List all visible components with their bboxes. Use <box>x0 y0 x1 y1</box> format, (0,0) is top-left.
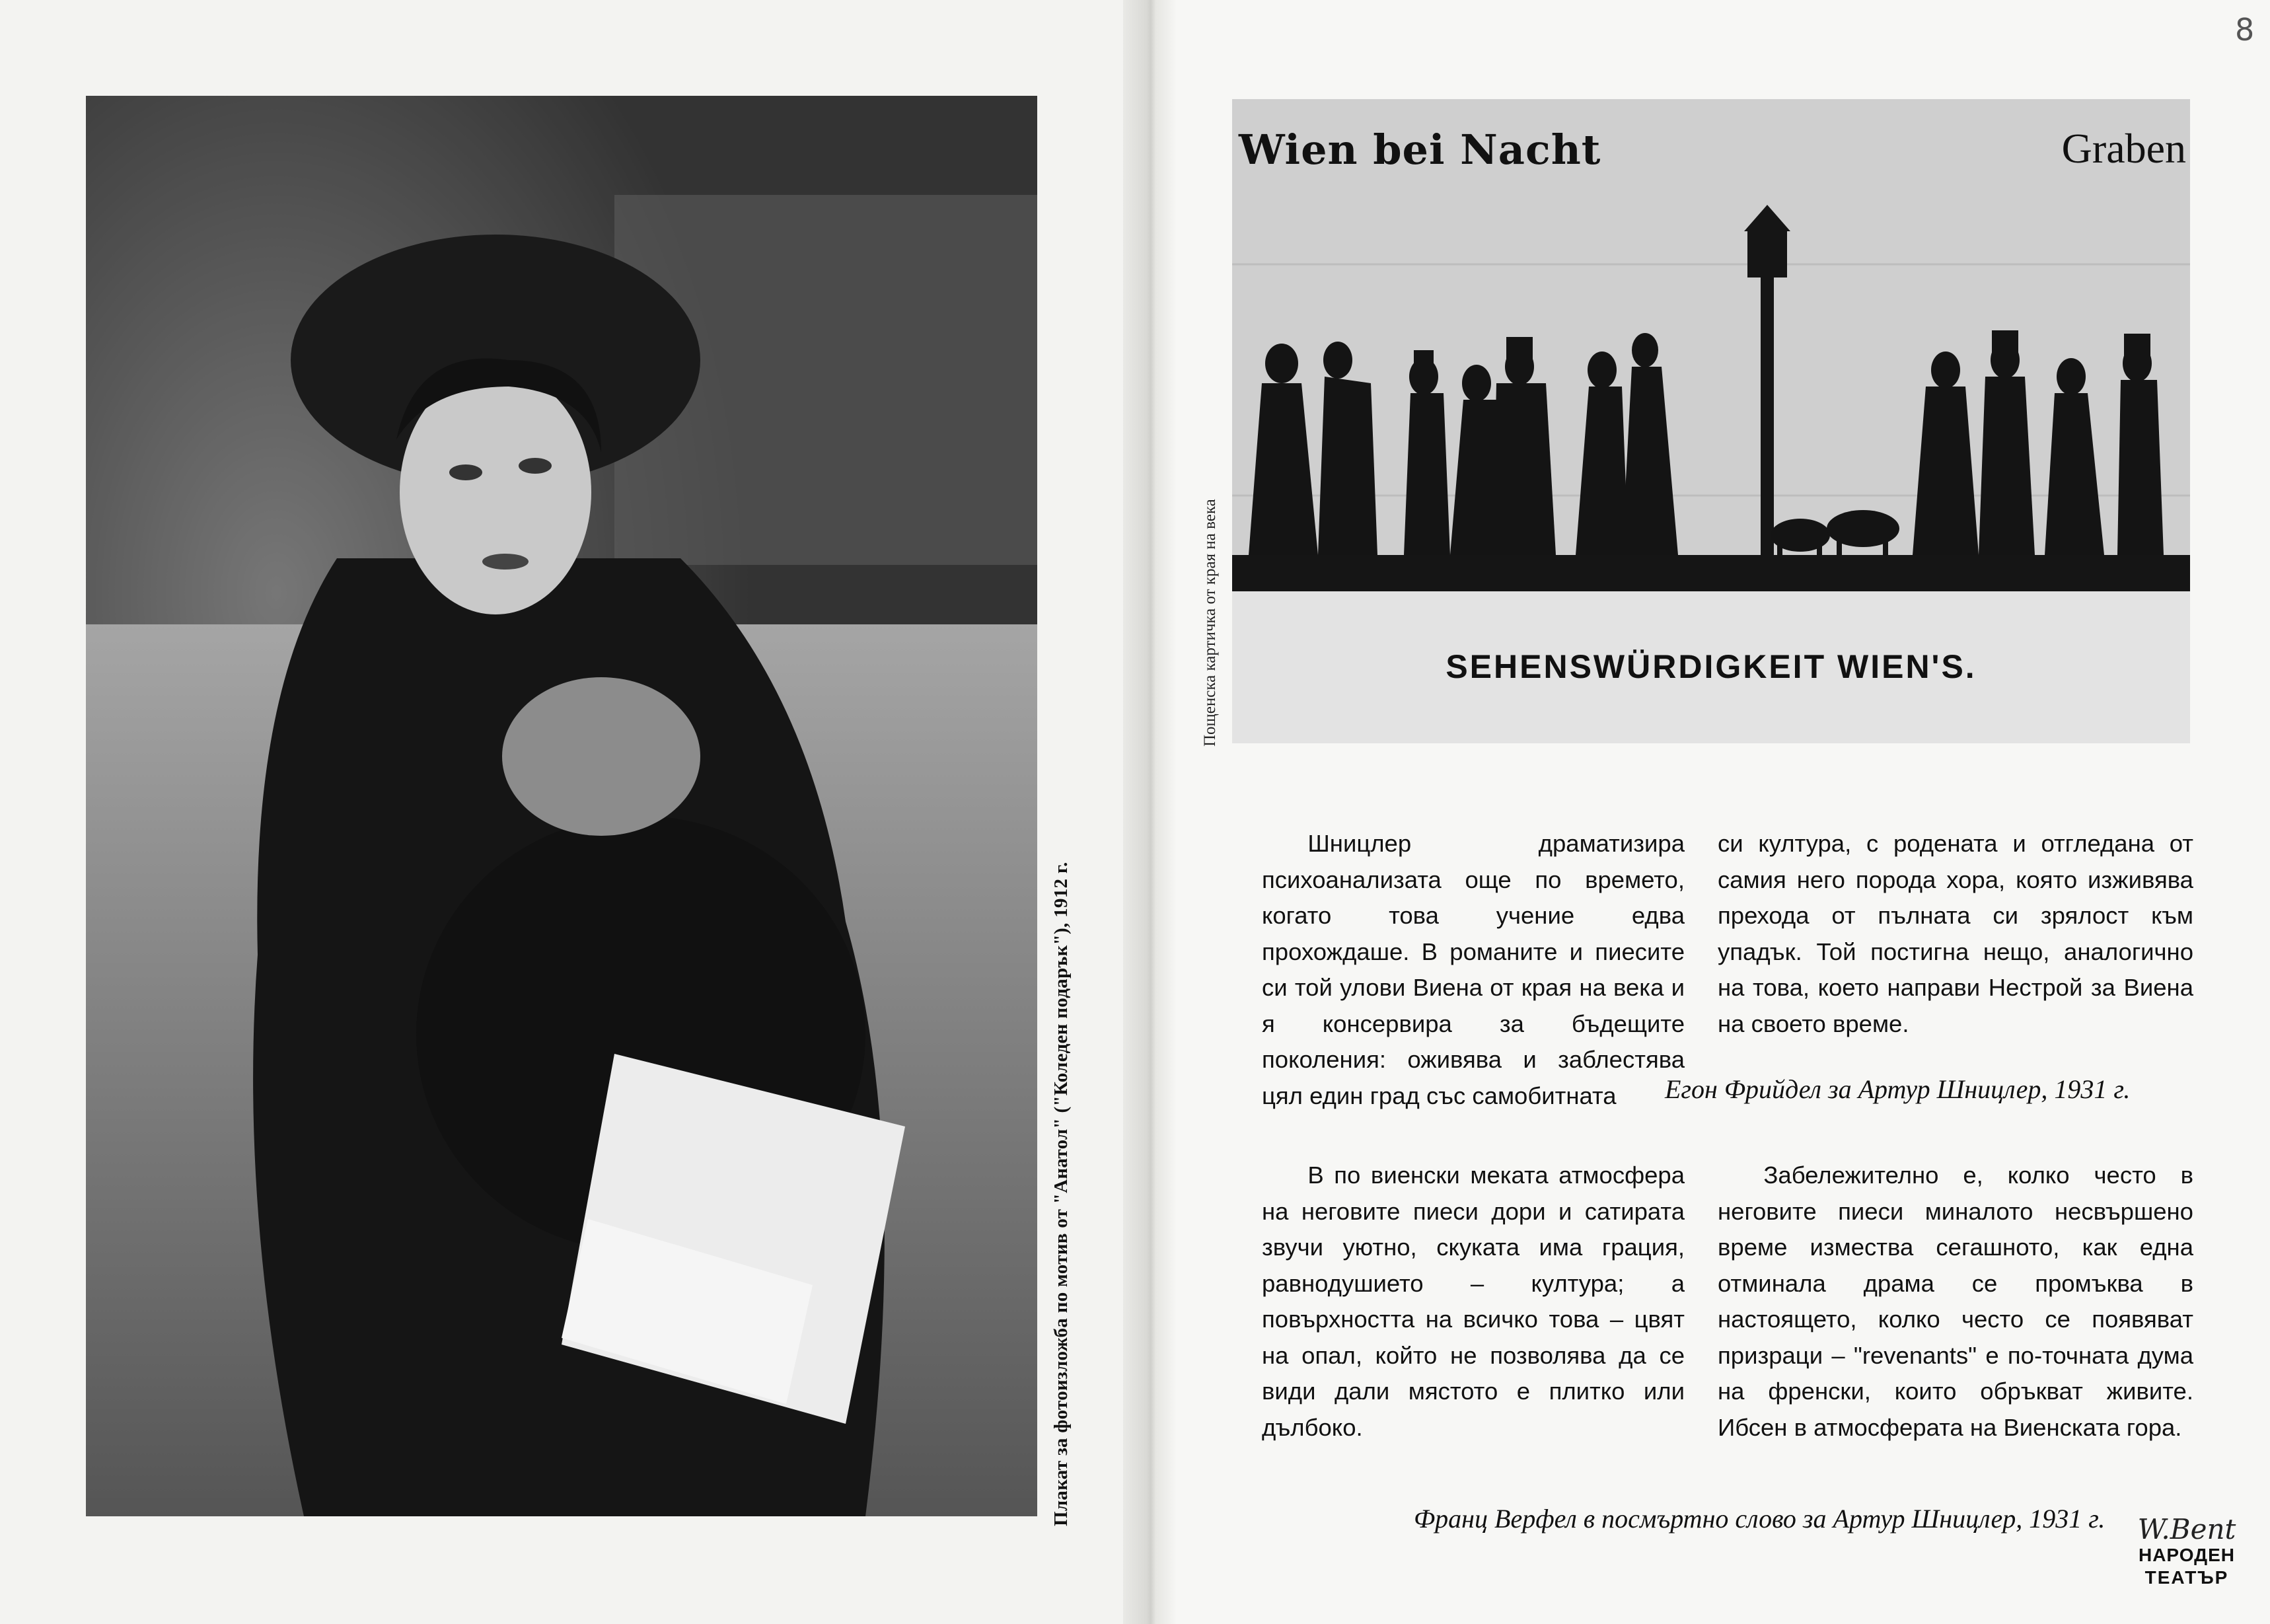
quote1-attribution: Егон Фрийдел за Артур Шницлер, 1931 г. <box>1665 1074 2131 1104</box>
book-gutter <box>1123 0 1176 1624</box>
vienna-night-postcard <box>1232 99 2190 743</box>
quote2-col1-text: В по виенски меката атмосфера на неговите пиеси дори и сатирата звучи уютно, скуката има грация, равнодушието – култура; а повърхността на всичко това – цвят на опал, който не позволява да се види дали мястото е плитко или дълбоко. <box>1262 1162 1685 1441</box>
logo-line2: ТЕАТЪР <box>2144 1567 2229 1588</box>
quote2-attribution: Франц Верфел в посмъртно слово за Артур Шницлер, 1931 г. <box>1414 1504 2105 1533</box>
logo-signature: W.Bent <box>2137 1513 2236 1545</box>
postcard-title: Wien bei Nacht <box>1239 126 1601 174</box>
postcard-bottom-text: SEHENSWÜRDIGKEIT WIEN'S. <box>1446 648 1977 685</box>
page-number: 8 <box>2235 12 2255 48</box>
quote2-col2-text: Забележително е, колко често в неговите пиеси миналото несвършено време измества сегашното, как една отминала драма се промъква в настоящето, колко често се появяват призраци – "revenants" е по-точната дума на френски, които обръкват живите. Ибсен в атмосферата на Виенската гора. <box>1718 1162 2193 1441</box>
postcard-street: Graben <box>2061 125 2186 172</box>
quote2-col2 <box>1718 1158 2193 1446</box>
quote1-col1-text: Шницлер драматизира психоанализата още по времето, когато това учение едва прохождаше. В романите и пиесите си той улови Виена от края на века и я консервира за бъдещите поколения: оживява и заблестява цял един град със самобитната <box>1262 830 1685 1109</box>
quote2-col1 <box>1262 1158 1685 1446</box>
national-theatre-logo <box>2124 1513 2250 1599</box>
photo-caption: Плакат за фотоизложба по мотив от "Анатол" ("Коледен подарък"), 1912 г. <box>1050 862 1072 1526</box>
quote1-col2-text: си култура, с родената и отгледана от самия него порода хора, която изживява прехода от пълната си зрялост към упадък. Той постигна нещо, аналогично на това, което направи Нестрой за Виена на своето време. <box>1718 830 2193 1037</box>
postcard-caption: Пощенска картичка от края на века <box>1201 499 1219 747</box>
logo-line1: НАРОДЕН <box>2138 1545 2235 1565</box>
woman-in-fur-photo <box>86 96 1037 1516</box>
quote1-col1 <box>1262 826 1685 1114</box>
quote1-col2 <box>1718 826 2193 1042</box>
